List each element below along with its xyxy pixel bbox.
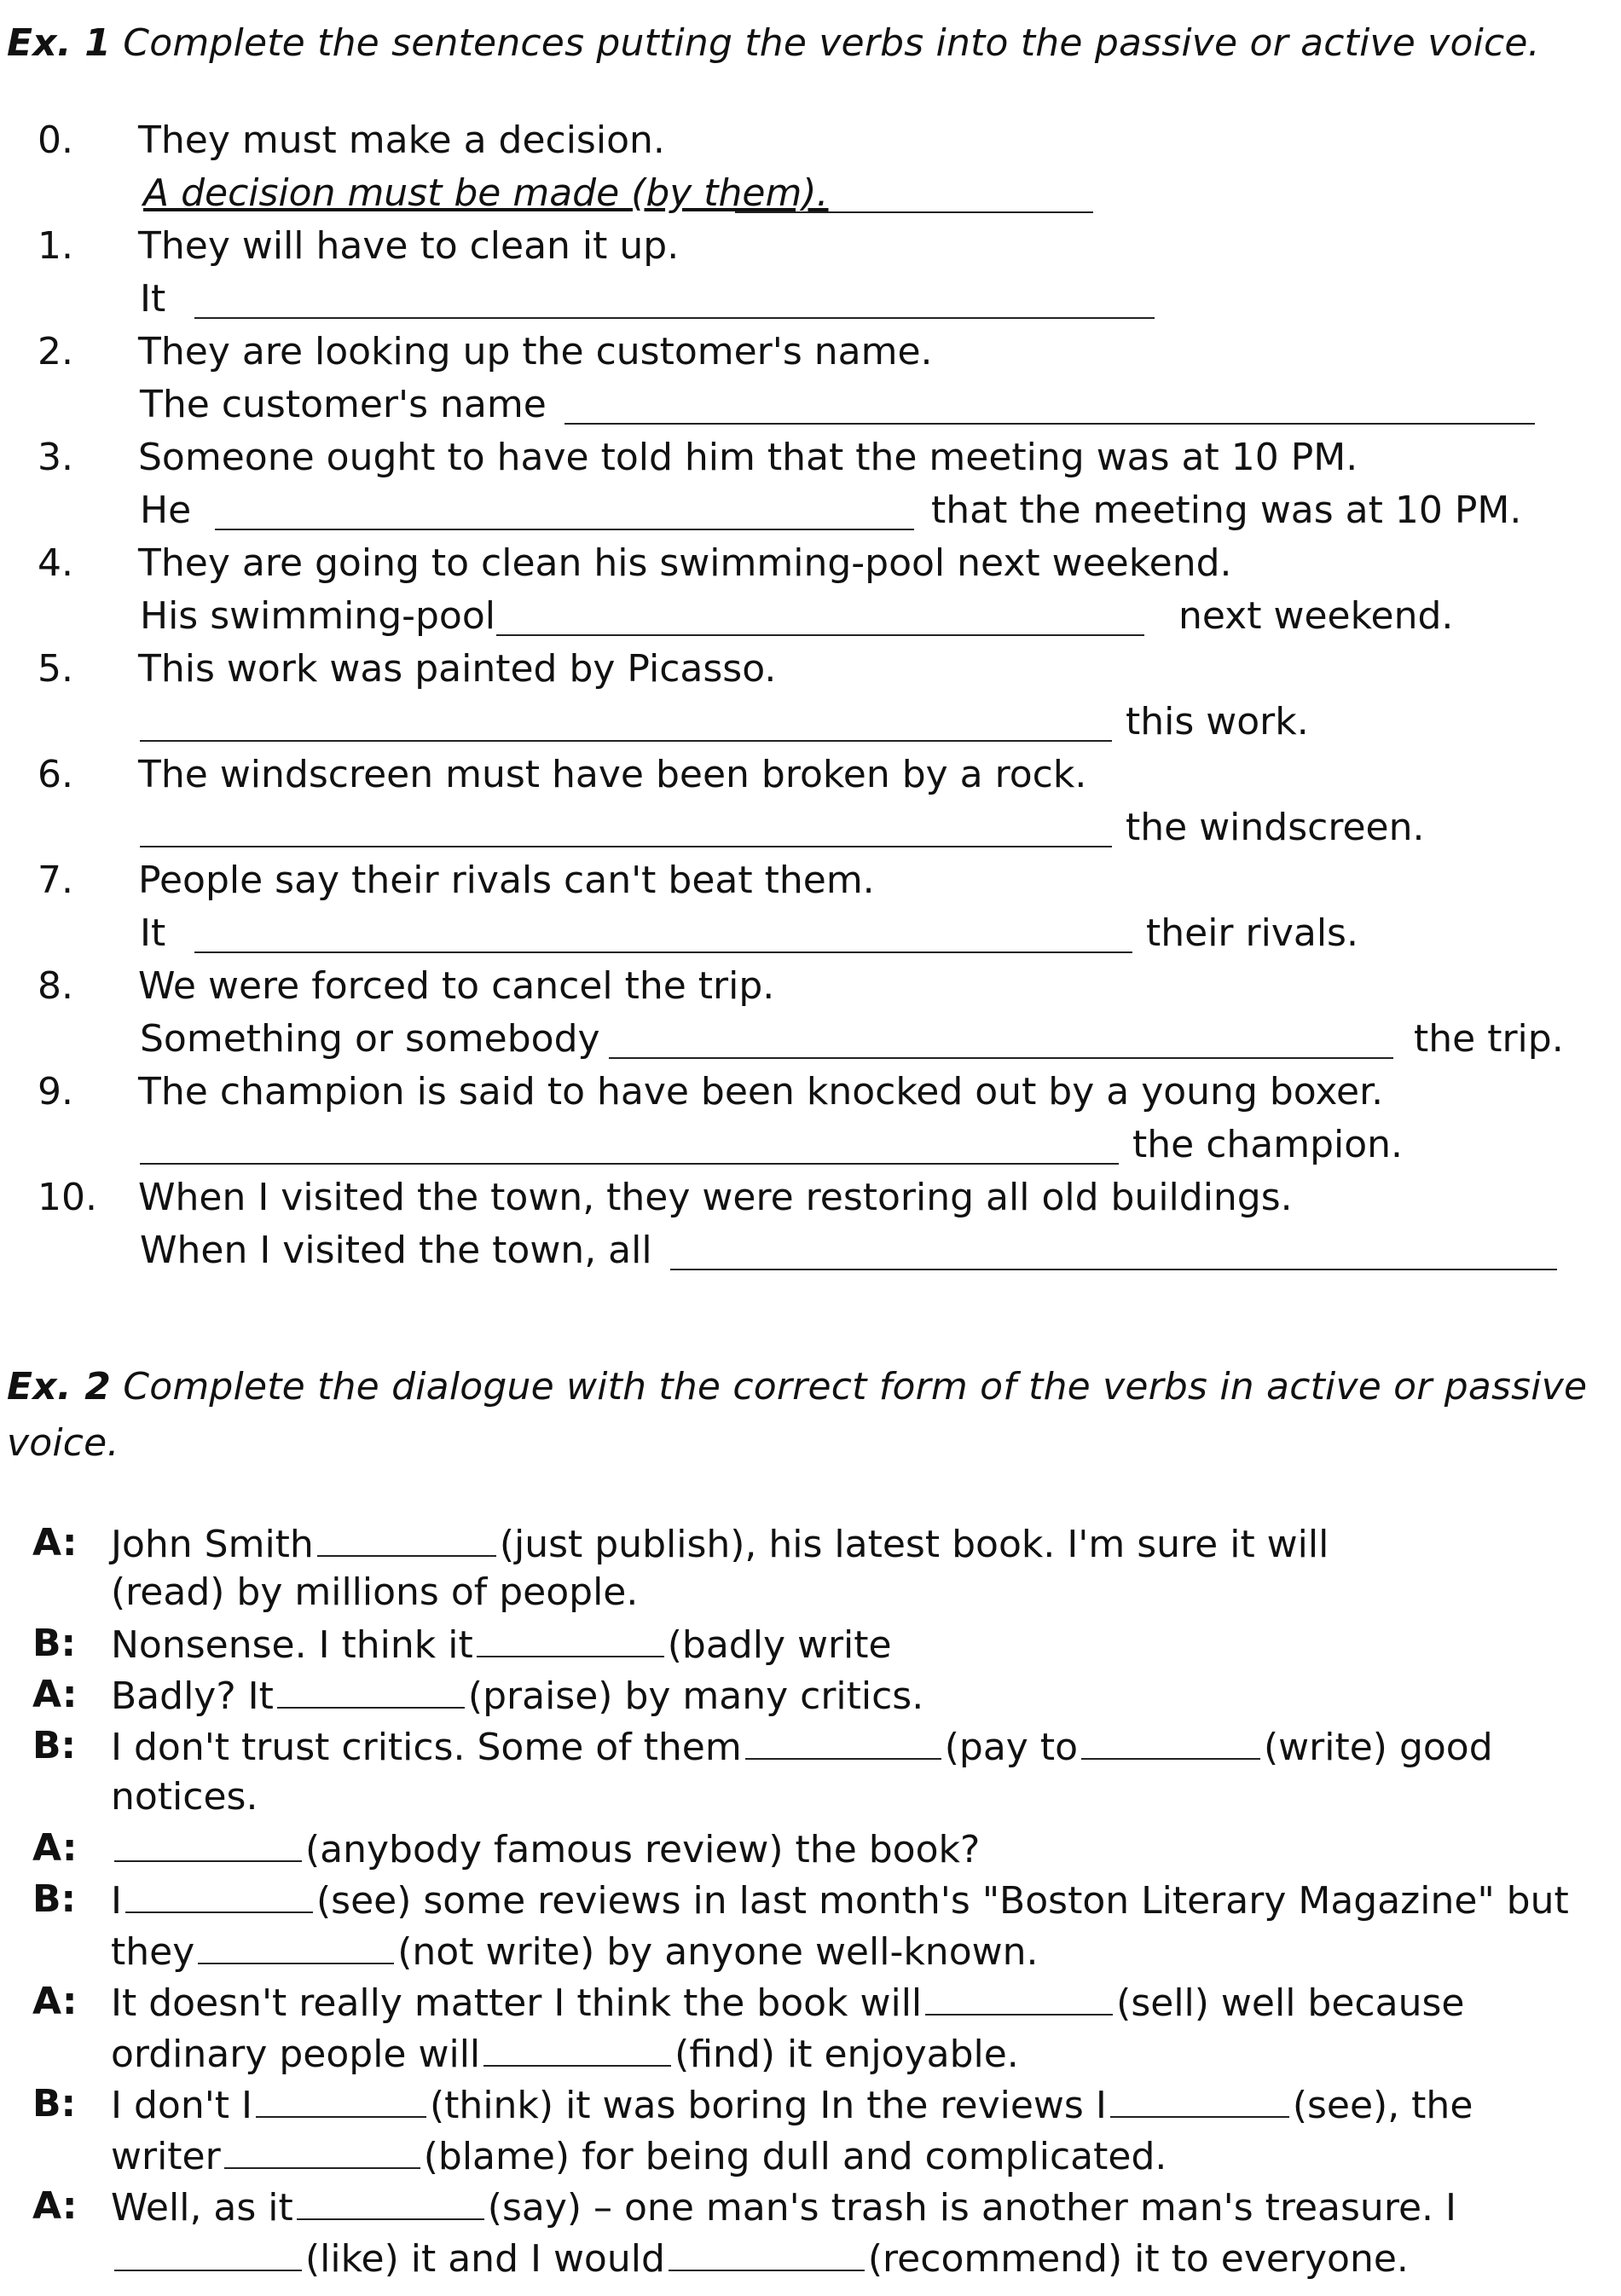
dialogue-text bbox=[111, 1925, 1038, 1978]
answer-blank[interactable] bbox=[477, 1618, 664, 1657]
dialogue-fragment: (recommend) it to everyone. bbox=[867, 2237, 1409, 2281]
answer-blank[interactable] bbox=[140, 740, 1112, 742]
answer-blank[interactable] bbox=[735, 211, 1093, 213]
dialogue-text bbox=[111, 1823, 980, 1876]
dialogue-text bbox=[111, 1874, 1569, 1927]
answer-suffix: next weekend. bbox=[1178, 594, 1454, 638]
item-answer-line bbox=[138, 907, 1588, 960]
item-sentence: People say their rivals can't beat them. bbox=[138, 859, 875, 902]
ex1-item-9 bbox=[0, 1066, 1621, 1171]
dialogue-text bbox=[111, 2181, 1456, 2234]
answer-blank[interactable] bbox=[745, 1721, 941, 1760]
answer-blank[interactable] bbox=[1081, 1721, 1260, 1760]
dialogue-fragment: (like) it and I would bbox=[305, 2237, 665, 2281]
item-answer-line bbox=[138, 801, 1588, 854]
item-answer-line bbox=[138, 590, 1588, 643]
dialogue-fragment: I don't I bbox=[111, 2084, 253, 2127]
dialogue-text bbox=[111, 1721, 1493, 1773]
dialogue-fragment: ordinary people will bbox=[111, 2033, 481, 2076]
answer-suffix: this work. bbox=[1126, 700, 1309, 743]
answer-suffix: the windscreen. bbox=[1126, 806, 1425, 849]
answer-blank[interactable] bbox=[297, 2181, 484, 2220]
answer-suffix: their rivals. bbox=[1146, 911, 1358, 955]
dialogue-text bbox=[111, 2232, 1409, 2285]
dialogue-fragment: (think) it was boring In the reviews I bbox=[430, 2084, 1107, 2127]
dialogue-fragment: notices. bbox=[111, 1775, 258, 1819]
item-answer-line bbox=[138, 167, 1588, 220]
item-sentence: They are going to clean his swimming-pool next weekend. bbox=[138, 541, 1232, 585]
item-sentence: The champion is said to have been knocked out by a young boxer. bbox=[138, 1070, 1384, 1113]
ex1-item-10 bbox=[0, 1171, 1621, 1277]
dialogue-text bbox=[111, 1518, 1329, 1570]
dialogue-fragment: I don't trust critics. Some of them bbox=[111, 1726, 742, 1769]
item-answer-line bbox=[138, 1013, 1588, 1066]
item-sentence: When I visited the town, they were restoring all old buildings. bbox=[138, 1176, 1293, 1219]
speaker-label: B: bbox=[32, 1724, 77, 1767]
item-answer-line bbox=[138, 273, 1588, 326]
speaker-label: A: bbox=[32, 1521, 78, 1564]
ex1-heading-number: Ex. 1 bbox=[7, 21, 112, 65]
item-number: 2. bbox=[38, 330, 73, 373]
ex2-heading-text: Complete the dialogue with the correct form of the verbs in active or passive bbox=[123, 1365, 1588, 1408]
item-number: 6. bbox=[38, 753, 73, 796]
dialogue-text bbox=[111, 2027, 1019, 2080]
dialogue-fragment: (anybody famous review) the book? bbox=[305, 1828, 981, 1871]
dialogue-text bbox=[111, 2130, 1167, 2183]
item-sentence: They are looking up the customer's name. bbox=[138, 330, 933, 373]
ex2-heading-text-cont: voice. bbox=[7, 1421, 119, 1465]
item-number: 1. bbox=[38, 224, 73, 268]
dialogue-text bbox=[111, 1669, 923, 1722]
speaker-label: B: bbox=[32, 1622, 77, 1665]
dialogue-fragment: they bbox=[111, 1930, 195, 1974]
answer-blank[interactable] bbox=[609, 1057, 1393, 1059]
speaker-label: B: bbox=[32, 1877, 77, 1921]
ex2-heading bbox=[7, 1359, 1587, 1472]
answer-suffix: the trip. bbox=[1414, 1017, 1564, 1061]
answer-prompt: It bbox=[140, 277, 166, 321]
speaker-label: A: bbox=[32, 1673, 78, 1716]
answer-blank[interactable] bbox=[564, 423, 1535, 425]
model-answer: A decision must be made (by them). bbox=[143, 171, 829, 215]
ex1-heading bbox=[7, 15, 1540, 72]
dialogue-text bbox=[111, 1567, 638, 1618]
speaker-label: A: bbox=[32, 1826, 78, 1870]
item-answer-line bbox=[138, 696, 1588, 749]
ex1-item-6 bbox=[0, 749, 1621, 854]
item-answer-line bbox=[138, 484, 1588, 537]
item-number: 7. bbox=[38, 859, 73, 902]
answer-blank[interactable] bbox=[114, 1823, 302, 1862]
dialogue-fragment: I bbox=[111, 1879, 122, 1923]
answer-blank[interactable] bbox=[317, 1518, 496, 1557]
speaker-label: A: bbox=[32, 1980, 78, 2023]
dialogue-fragment: (see) some reviews in last month's "Boston Literary Magazine" but bbox=[316, 1879, 1569, 1923]
item-number: 3. bbox=[38, 436, 73, 479]
dialogue-fragment: Nonsense. I think it bbox=[111, 1623, 473, 1667]
item-answer-line bbox=[138, 379, 1588, 431]
item-number: 8. bbox=[38, 964, 73, 1008]
answer-blank[interactable] bbox=[194, 951, 1132, 953]
answer-blank[interactable] bbox=[140, 846, 1112, 847]
dialogue-text bbox=[111, 1976, 1464, 2029]
dialogue-fragment: (pay to bbox=[944, 1726, 1078, 1769]
ex1-item-5 bbox=[0, 643, 1621, 749]
item-sentence: Someone ought to have told him that the meeting was at 10 PM. bbox=[138, 436, 1358, 479]
item-number: 4. bbox=[38, 541, 73, 585]
ex1-item-7 bbox=[0, 854, 1621, 960]
answer-prompt: His swimming-pool bbox=[140, 594, 495, 638]
item-number: 5. bbox=[38, 647, 73, 691]
dialogue-fragment: (badly write bbox=[667, 1623, 892, 1667]
answer-suffix: the champion. bbox=[1132, 1123, 1404, 1166]
ex1-item-8 bbox=[0, 960, 1621, 1066]
dialogue-text bbox=[111, 1618, 892, 1671]
ex1-heading-text: Complete the sentences putting the verbs into the passive or active voice. bbox=[123, 21, 1540, 65]
answer-blank[interactable] bbox=[114, 2232, 302, 2271]
ex1-item-2 bbox=[0, 326, 1621, 431]
answer-blank[interactable] bbox=[483, 2027, 671, 2067]
answer-blank[interactable] bbox=[496, 634, 1144, 636]
ex1-item-4 bbox=[0, 537, 1621, 643]
dialogue-fragment: Well, as it bbox=[111, 2186, 293, 2229]
ex1-item-3 bbox=[0, 431, 1621, 537]
answer-prompt: The customer's name bbox=[140, 383, 547, 426]
answer-blank[interactable] bbox=[215, 529, 914, 530]
dialogue-fragment: Badly? It bbox=[111, 1674, 274, 1718]
ex1-item-1 bbox=[0, 220, 1621, 326]
dialogue-fragment: (not write) by anyone well-known. bbox=[397, 1930, 1039, 1974]
item-number: 0. bbox=[38, 119, 73, 162]
dialogue-fragment: John Smith bbox=[111, 1523, 314, 1566]
dialogue-fragment: (write) good bbox=[1264, 1726, 1493, 1769]
dialogue-fragment: (just publish), his latest book. I'm sure it will bbox=[499, 1523, 1329, 1566]
dialogue-fragment: (blame) for being dull and complicated. bbox=[423, 2135, 1167, 2178]
ex2-heading-number: Ex. 2 bbox=[7, 1365, 112, 1408]
item-sentence: This work was painted by Picasso. bbox=[138, 647, 777, 691]
dialogue-fragment: writer bbox=[111, 2135, 221, 2178]
dialogue-fragment: (find) it enjoyable. bbox=[674, 2033, 1019, 2076]
answer-blank[interactable] bbox=[670, 1269, 1557, 1270]
dialogue-text bbox=[111, 2079, 1473, 2131]
item-number: 9. bbox=[38, 1070, 73, 1113]
answer-blank[interactable] bbox=[140, 1163, 1119, 1165]
dialogue-fragment: (sell) well because bbox=[1116, 1981, 1465, 2025]
answer-blank[interactable] bbox=[125, 1874, 313, 1913]
answer-blank[interactable] bbox=[224, 2130, 420, 2169]
item-answer-line bbox=[138, 1119, 1588, 1171]
item-sentence: They will have to clean it up. bbox=[138, 224, 680, 268]
answer-blank[interactable] bbox=[194, 317, 1155, 319]
speaker-label: B: bbox=[32, 2082, 77, 2125]
answer-blank[interactable] bbox=[198, 1925, 394, 1964]
answer-prompt: Something or somebody bbox=[140, 1017, 600, 1061]
dialogue-fragment: (see), the bbox=[1292, 2084, 1473, 2127]
answer-suffix: that the meeting was at 10 PM. bbox=[931, 489, 1522, 532]
item-sentence: They must make a decision. bbox=[138, 119, 665, 162]
dialogue-fragment: (say) – one man's trash is another man's treasure. I bbox=[487, 2186, 1456, 2229]
dialogue-fragment: (praise) by many critics. bbox=[467, 1674, 924, 1718]
answer-prompt: When I visited the town, all bbox=[140, 1229, 652, 1272]
item-number: 10. bbox=[38, 1176, 97, 1219]
item-sentence: The windscreen must have been broken by a rock. bbox=[138, 753, 1087, 796]
answer-blank[interactable] bbox=[277, 1669, 465, 1709]
ex1-item-0 bbox=[0, 114, 1621, 220]
answer-blank[interactable] bbox=[669, 2232, 865, 2271]
item-sentence: We were forced to cancel the trip. bbox=[138, 964, 775, 1008]
answer-prompt: He bbox=[140, 489, 192, 532]
speaker-label: A: bbox=[32, 2184, 78, 2228]
answer-prompt: It bbox=[140, 911, 166, 955]
dialogue-fragment: (read) by millions of people. bbox=[111, 1570, 639, 1614]
answer-blank[interactable] bbox=[925, 1976, 1113, 2016]
answer-blank[interactable] bbox=[1110, 2079, 1289, 2118]
dialogue-text bbox=[111, 1772, 258, 1823]
item-answer-line bbox=[138, 1224, 1588, 1277]
answer-blank[interactable] bbox=[256, 2079, 426, 2118]
dialogue-fragment: It doesn't really matter I think the book will bbox=[111, 1981, 923, 2025]
